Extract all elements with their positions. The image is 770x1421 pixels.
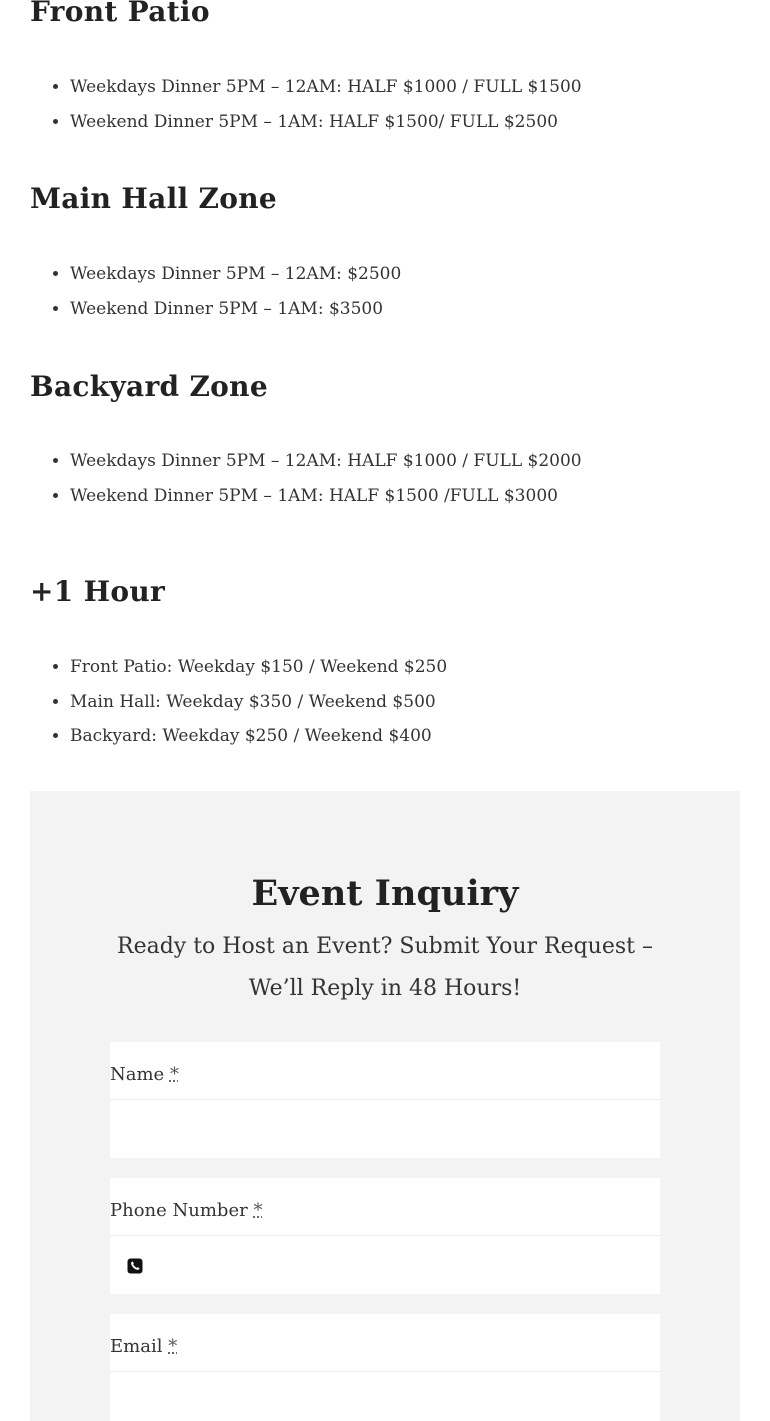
label-row [110, 1042, 660, 1099]
list-item: • Weekend Dinner 5PM – 1AM: $3500 [70, 292, 770, 327]
email-input[interactable] [110, 1372, 660, 1421]
label-row [110, 1314, 660, 1371]
list-item: • Weekdays Dinner 5PM – 12AM: $2500 [70, 257, 770, 292]
required-marker: * [168, 1336, 178, 1357]
inquiry-title: Event Inquiry [251, 873, 519, 914]
backyard-rates [30, 444, 770, 513]
name-input[interactable] [110, 1100, 660, 1158]
list-item: • Weekend Dinner 5PM – 1AM: HALF $1500/ FULL $2500 [70, 105, 770, 140]
phone-input[interactable] [110, 1236, 660, 1294]
email-label [110, 1336, 177, 1357]
front-patio-rates [30, 70, 770, 139]
required-marker: * [253, 1200, 263, 1221]
section-title-front-patio: Front Patio [30, 0, 210, 28]
required-marker: * [169, 1064, 179, 1085]
phone-icon [127, 1258, 143, 1274]
extra-hour-rates [30, 650, 770, 754]
phone-label-text: Phone Number [110, 1200, 248, 1221]
section-title-backyard: Backyard Zone [30, 370, 268, 403]
list-item: • Weekdays Dinner 5PM – 12AM: HALF $1000 / FULL $1500 [70, 70, 770, 105]
list-item: • Weekend Dinner 5PM – 1AM: HALF $1500 /FULL $3000 [70, 479, 770, 514]
section-title-main-hall: Main Hall Zone [30, 182, 277, 215]
inquiry-subtitle: Ready to Host an Event? Submit Your Request – We’ll Reply in 48 Hours! [117, 934, 653, 1001]
list-item: • Main Hall: Weekday $350 / Weekend $500 [70, 685, 770, 720]
phone-label [110, 1200, 262, 1221]
list-item: • Front Patio: Weekday $150 / Weekend $250 [70, 650, 770, 685]
section-title-extra-hour: +1 Hour [30, 575, 166, 608]
main-hall-rates [30, 257, 770, 326]
event-inquiry-panel [30, 791, 740, 1421]
name-label-text: Name [110, 1064, 165, 1085]
name-label [110, 1064, 179, 1085]
list-item: • Backyard: Weekday $250 / Weekend $400 [70, 719, 770, 754]
list-item: • Weekdays Dinner 5PM – 12AM: HALF $1000 / FULL $2000 [70, 444, 770, 479]
email-label-text: Email [110, 1336, 163, 1357]
